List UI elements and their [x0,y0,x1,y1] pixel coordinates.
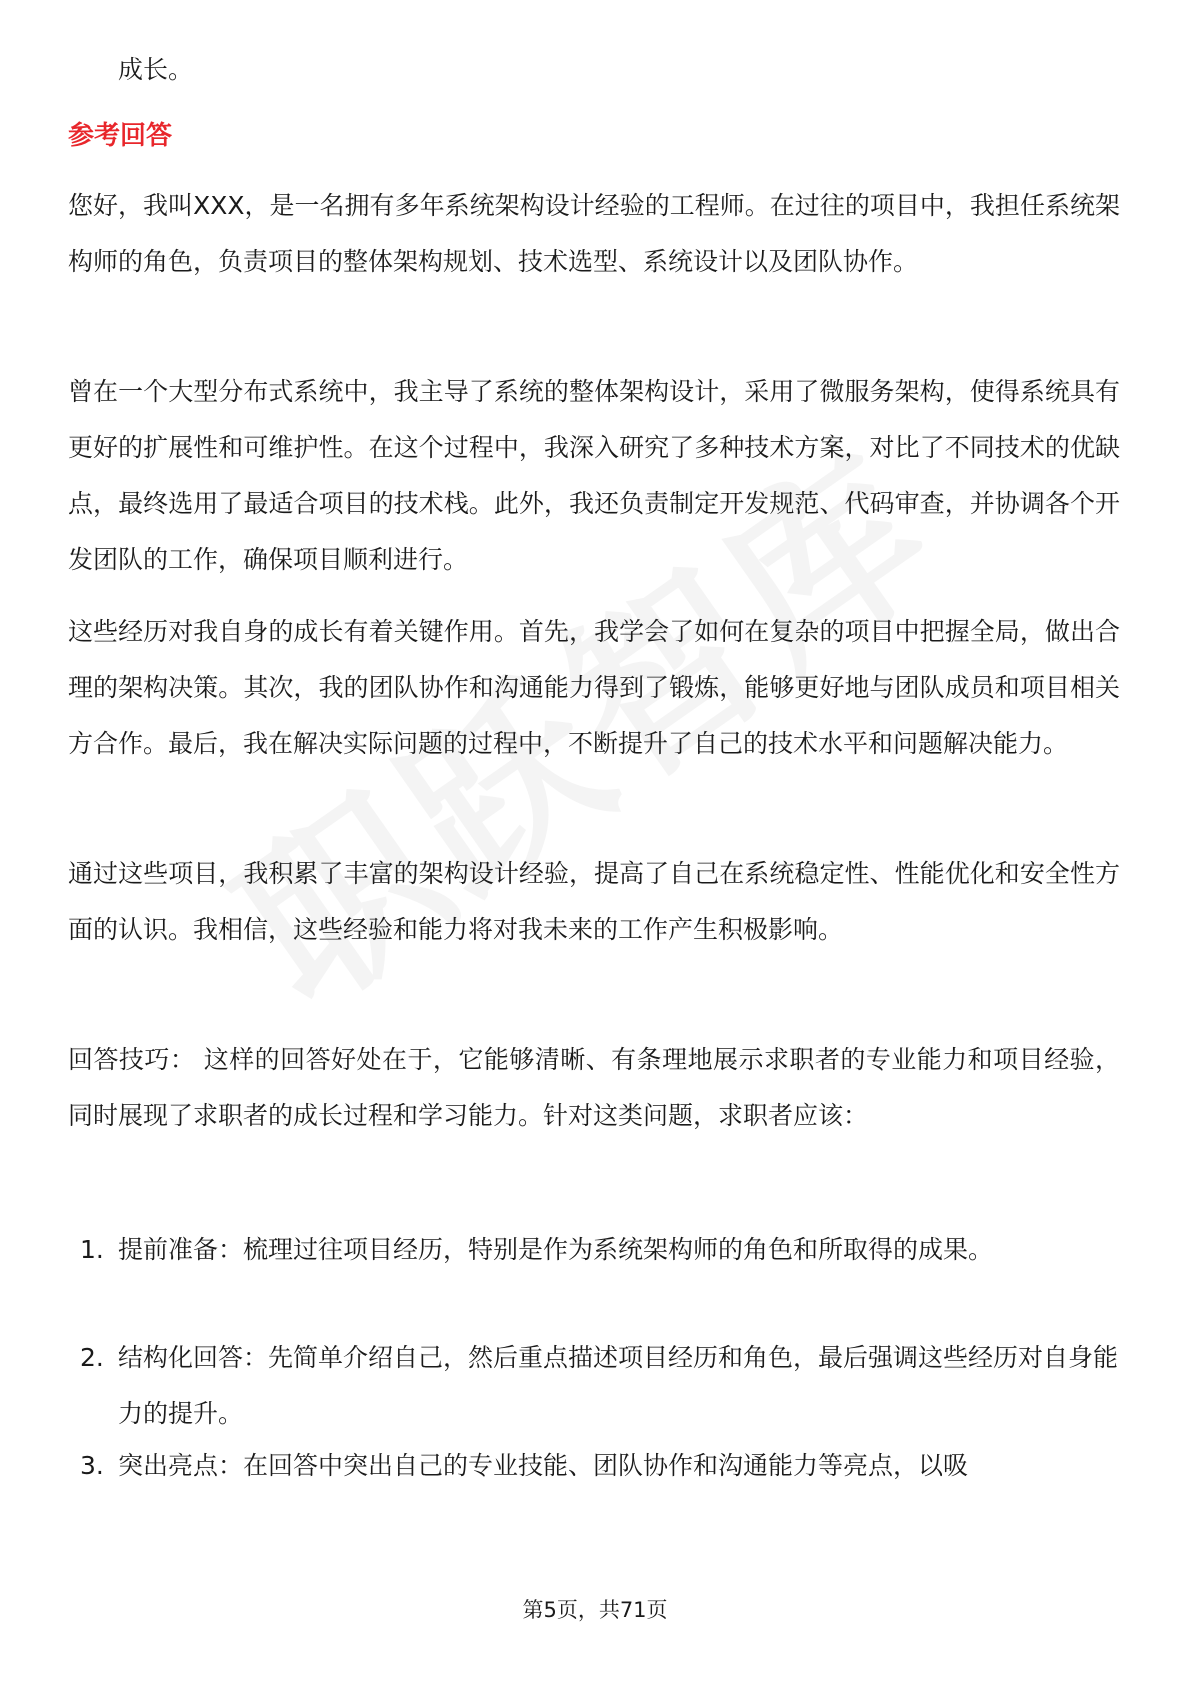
page-footer: 第5页，共71页 [522,1598,668,1622]
list-text: 突出亮点：在回答中突出自己的专业技能、团队协作和沟通能力等亮点，以吸 [118,1451,969,1480]
list-number: 2. [80,1343,104,1372]
list-number: 3. [80,1451,104,1480]
paragraph-growth [68,604,1120,772]
paragraph-summary [68,846,1120,958]
paragraph-intro [68,178,1120,290]
paragraph-text: 通过这些项目，我积累了丰富的架构设计经验，提高了自己在系统稳定性、性能优化和安全性方面的认识。我相信，这些经验和能力将对我未来的工作产生积极影响。 [68,859,1120,944]
continuation-text: 成长。 [118,55,194,84]
paragraph-experience [68,364,1120,588]
paragraph-text: 这些经历对我自身的成长有着关键作用。首先，我学会了如何在复杂的项目中把握全局，做出合理的架构决策。其次，我的团队协作和沟通能力得到了锻炼，能够更好地与团队成员和项目相关方合作。最后，我在解决实际问题的过程中，不断提升了自己的技术水平和问题解决能力。 [68,617,1120,758]
list-text: 提前准备：梳理过往项目经历，特别是作为系统架构师的角色和所取得的成果。 [118,1235,994,1264]
paragraph-text: 曾在一个大型分布式系统中，我主导了系统的整体架构设计，采用了微服务架构，使得系统具有更好的扩展性和可维护性。在这个过程中，我深入研究了多种技术方案，对比了不同技术的优缺点，最终选用了最适合项目的技术栈。此外，我还负责制定开发规范、代码审查，并协调各个开发团队的工作，确保项目顺利进行。 [68,377,1120,574]
paragraph-text: 您好，我叫XXX，是一名拥有多年系统架构设计经验的工程师。在过往的项目中，我担任系统架构师的角色，负责项目的整体架构规划、技术选型、系统设计以及团队协作。 [68,191,1120,276]
paragraph-text: 回答技巧： 这样的回答好处在于，它能够清晰、有条理地展示求职者的专业能力和项目经验，同时展现了求职者的成长过程和学习能力。针对这类问题，求职者应该： [68,1045,1120,1130]
list-number: 1. [80,1235,104,1264]
paragraph-tips [68,1032,1120,1144]
section-title: 参考回答 [68,121,173,151]
list-text: 结构化回答：先简单介绍自己，然后重点描述项目经历和角色，最后强调这些经历对自身能力的提升。 [118,1343,1119,1428]
